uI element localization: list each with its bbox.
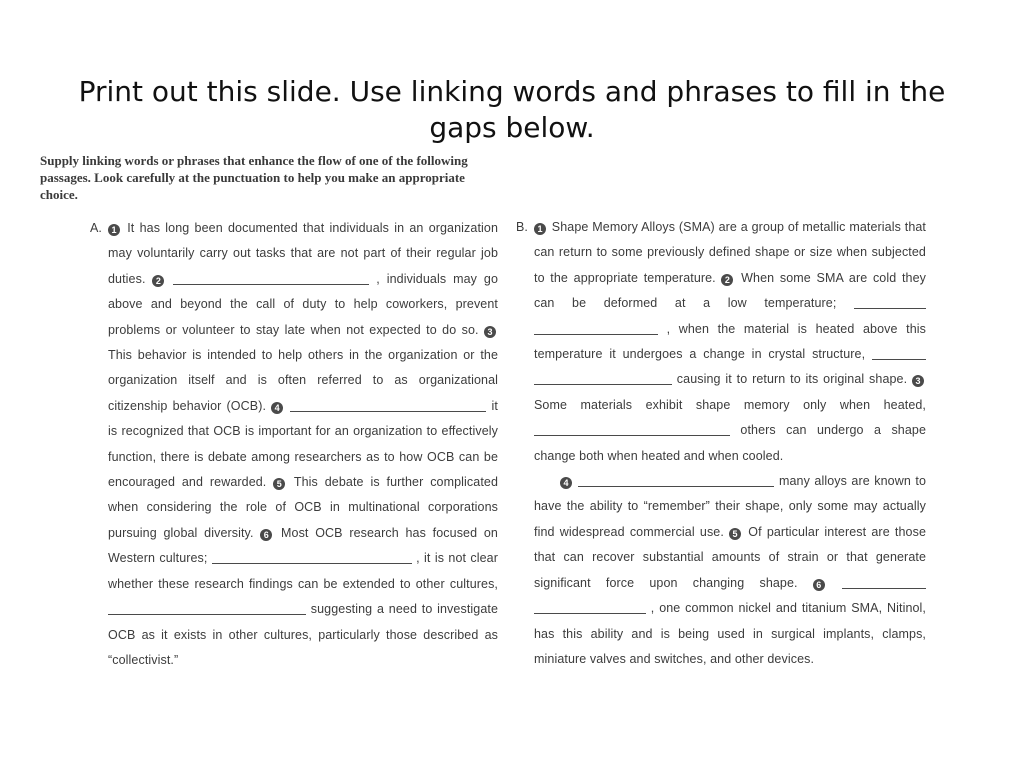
passage-body (534, 215, 926, 672)
passage-text: Shape Memory Alloys (SMA) are a group of metallic materials that can return to some previously defined shape or size when subjected to the appropriate temperature. (534, 220, 926, 285)
sentence-marker: 5 (729, 528, 741, 540)
fill-in-blank[interactable] (534, 372, 672, 385)
passage-text: , individuals may go above and beyond the call of duty to help coworkers, prevent problems or volunteer to stay late when not expected to do so. (108, 271, 498, 337)
sentence-marker: 1 (108, 224, 120, 236)
passage-text: others can undergo a shape change both when heated and when cooled. (534, 423, 926, 463)
fill-in-blank[interactable] (534, 423, 730, 436)
sentence-marker: 5 (273, 478, 285, 490)
passage-text: This behavior is intended to help others in the organization or the organization itself and is often referred to as organizational citizenship behavior (OCB). (108, 348, 498, 413)
sentence-marker: 1 (534, 223, 546, 235)
passage-text: Most OCB research has focused on Western cultures; (108, 525, 498, 566)
fill-in-blank[interactable] (290, 399, 486, 412)
sentence-marker: 6 (813, 579, 825, 591)
sentence-marker: 4 (271, 402, 283, 414)
fill-in-blank[interactable] (534, 601, 646, 614)
passage-b (516, 215, 926, 672)
fill-in-blank[interactable] (108, 602, 306, 615)
fill-in-blank[interactable] (842, 576, 926, 589)
passage-text: many alloys are known to have the ability to “remember” their shape, only some may actually find widespread commercial use. (534, 474, 927, 539)
passage-text: When some SMA are cold they can be deformed at a low temperature; (534, 270, 926, 311)
fill-in-blank[interactable] (872, 347, 926, 360)
passage-text: it is recognized that OCB is important for an organization to effectively function, there is debate among researchers as to how OCB can be encouraged and rewarded. (108, 398, 498, 490)
slide-title: Print out this slide. Use linking words and phrases to fill in the gaps below. (78, 75, 946, 144)
passage-text: This debate is further complicated when considering the role of OCB in multinational corporations pursuing global diversity. (108, 475, 499, 540)
passage-text: , one common nickel and titanium SMA, Nitinol, has this ability and is being used in surgical implants, clamps, miniature valves and switches, and other devices. (534, 601, 926, 666)
passage-body (108, 216, 498, 673)
passage-a (90, 216, 498, 673)
fill-in-blank[interactable] (854, 296, 926, 309)
instructions: Supply linking words or phrases that enhance the flow of one of the following passages. Look carefully at the punctuation to help you make an appropriate choice. (40, 153, 468, 202)
sentence-marker: 6 (260, 529, 272, 541)
passage-letter: A. (90, 221, 103, 235)
passage-letter: B. (516, 220, 529, 234)
passage-text: It has long been documented that individuals in an organization may voluntarily carry out tasks that are not part of their regular job duties. (108, 221, 498, 286)
sentence-marker: 3 (912, 375, 924, 387)
sentence-marker: 2 (721, 274, 733, 286)
fill-in-blank[interactable] (578, 474, 774, 487)
passage-text: Of particular interest are those that can recover substantial amounts of strain or that generate significant force upon changing shape. (534, 524, 926, 590)
passage-text: suggesting a need to investigate OCB as it exists in other cultures, particularly those described as “collectivist.” (108, 602, 498, 667)
passage-text: , it is not clear whether these research findings can be extended to other cultures, (108, 551, 498, 591)
fill-in-blank[interactable] (212, 551, 412, 564)
sentence-marker: 4 (560, 477, 572, 489)
fill-in-blank[interactable] (534, 322, 658, 335)
sentence-marker: 3 (484, 326, 496, 338)
sentence-marker: 2 (152, 275, 164, 287)
passage-text: , when the material is heated above this temperature it undergoes a change in crystal structure, (534, 321, 926, 362)
passage-text: causing it to return to its original shape. (672, 372, 912, 387)
passage-text: Some materials exhibit shape memory only when heated, (534, 397, 926, 412)
fill-in-blank[interactable] (173, 272, 369, 285)
